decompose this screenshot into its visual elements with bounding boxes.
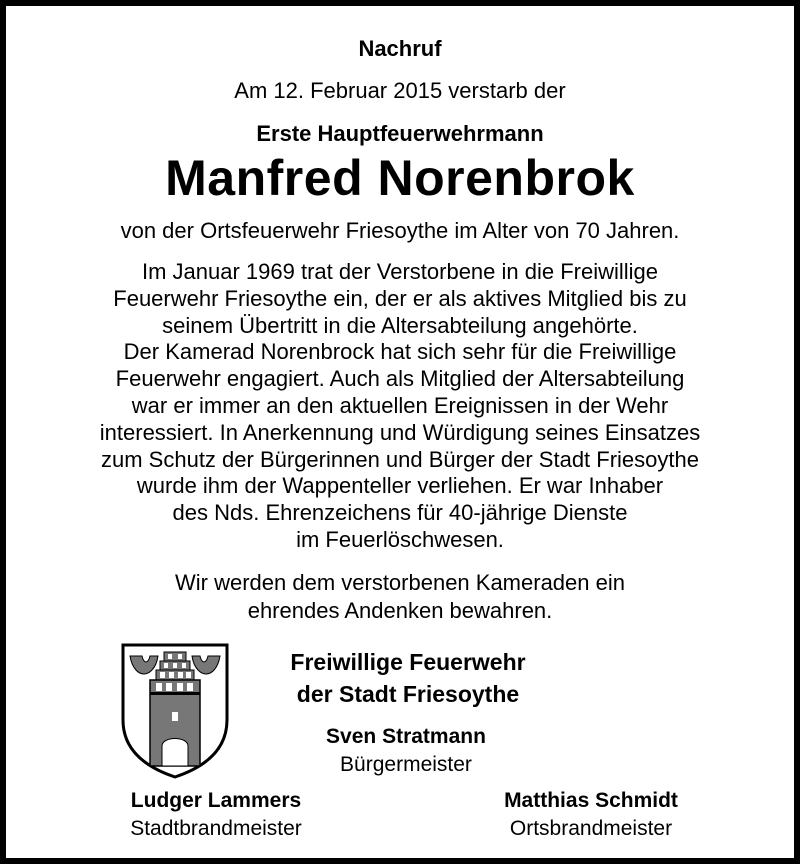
bio-line: des Nds. Ehrenzeichens für 40-jährige Dienste <box>172 500 628 526</box>
closing-paragraph <box>6 569 794 625</box>
biography-paragraph <box>6 259 794 554</box>
death-date-line: Am 12. Februar 2015 verstarb der <box>234 78 566 103</box>
deceased-name: Manfred Norenbrok <box>165 150 635 206</box>
organization-line: Freiwillige Feuerwehr <box>290 649 526 675</box>
signatory-right <box>441 788 741 844</box>
signatory-name: Matthias Schmidt <box>504 789 678 812</box>
signatory-title: Ortsbrandmeister <box>509 817 673 840</box>
signatory-name: Ludger Lammers <box>130 789 302 812</box>
signatory-mayor <box>256 724 556 780</box>
closing-line: ehrendes Andenken bewahren. <box>247 598 553 623</box>
bio-line: Im Januar 1969 trat der Verstorbene in die Freiwillige <box>141 259 659 284</box>
bio-line: interessiert. In Anerkennung und Würdigung seines Einsatzes <box>99 419 701 445</box>
bio-line: im Feuerlöschwesen. <box>296 526 504 552</box>
bio-line: war er immer an den aktuellen Ereignissen in der Wehr <box>131 392 669 418</box>
bio-line: Feuerwehr Friesoythe ein, der er als aktives Mitglied bis zu <box>113 285 687 311</box>
bio-line: zum Schutz der Bürgerinnen und Bürger der Stadt Friesoythe <box>101 446 699 472</box>
signatory-title: Stadtbrandmeister <box>130 817 302 840</box>
bio-line: Der Kamerad Norenbrock hat sich sehr für die Freiwillige <box>123 339 677 365</box>
bio-line: seinem Übertritt in die Altersabteilung angehörte. <box>162 312 638 338</box>
organization-line: der Stadt Friesoythe <box>296 681 520 707</box>
rank-title: Erste Hauptfeuerwehrmann <box>256 121 544 146</box>
signatory-left <box>66 788 366 844</box>
closing-line: Wir werden dem verstorbenen Kameraden ein <box>174 570 625 595</box>
organization-name <box>238 646 578 710</box>
affiliation-line: von der Ortsfeuerwehr Friesoythe im Alter von 70 Jahren. <box>120 218 680 243</box>
coat-of-arms-icon <box>120 642 230 780</box>
notice-heading: Nachruf <box>358 36 442 61</box>
bio-line: Feuerwehr engagiert. Auch als Mitglied der Altersabteilung <box>115 366 685 392</box>
signatory-title: Bürgermeister <box>340 753 472 776</box>
bio-line: wurde ihm der Wappenteller verliehen. Er war Inhaber <box>136 473 664 499</box>
signatory-name: Sven Stratmann <box>326 725 486 748</box>
